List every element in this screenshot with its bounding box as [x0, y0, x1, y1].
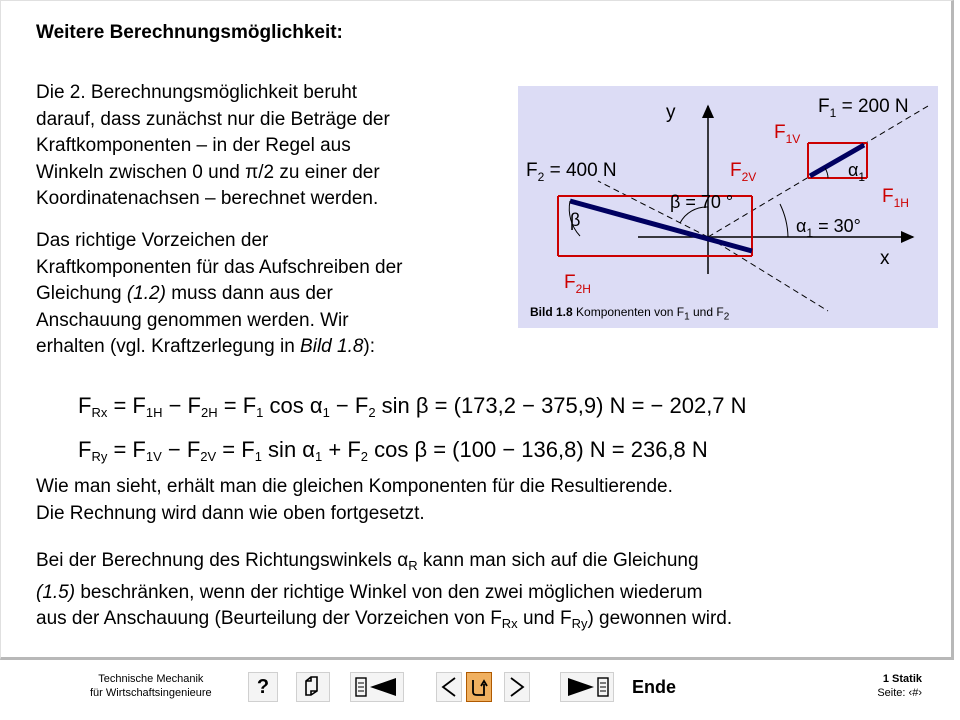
first-page-button[interactable] [350, 672, 404, 702]
label-f2: $F_2 = 400$ N [526, 160, 617, 184]
paragraph-4 [36, 548, 916, 638]
p2-line-4: Anschauung genommen werden. Wir [36, 309, 349, 331]
alpha-sub-r: R [408, 558, 418, 573]
label-f2v: $F_{2V}$ [730, 160, 757, 184]
p4-line-2-b: beschränken, wenn der richtige Winkel von den zwei möglichen wiederum [75, 581, 703, 603]
previous-page-button[interactable] [436, 672, 462, 702]
p3-line-2: Die Rechnung wird dann wie oben fortgesetzt. [36, 502, 425, 524]
p2-line-5 [36, 334, 506, 361]
label-beta-left: β [570, 210, 581, 230]
p2-line-2: Kraftkomponenten für das Aufschreiben der [36, 256, 403, 278]
notes-icon [301, 675, 325, 699]
eq1-t4: cos α [263, 393, 323, 418]
eq2-t5-sub: 2 [360, 449, 368, 464]
footer-page-label: Seite: [877, 687, 906, 699]
label-f1v: $F_{1V}$ [774, 122, 801, 146]
eq2-t4-sub: 1 [315, 449, 323, 464]
caption-sub-2: 2 [723, 311, 730, 323]
p4-line-3 [36, 606, 916, 638]
p2-line-3-a: Gleichung [36, 283, 127, 304]
eq2-t1-sub: 1V [145, 449, 162, 464]
label-f2h: $F_{2H}$ [564, 272, 591, 296]
equations [78, 384, 747, 472]
eq2-t2: − F [161, 437, 201, 462]
eq1-t3: = F [217, 393, 257, 418]
p4-line-1-d: kann man sich auf die Gleichung [417, 550, 699, 571]
label-beta-eq: β = 70 ° [670, 192, 734, 212]
footer-course-title [90, 672, 212, 700]
p4-line-3-a: aus der Anschauung (Beurteilung der Vorzeichen von F [36, 608, 502, 629]
equation-ref-1-2: (1.2) [126, 283, 166, 304]
return-button[interactable] [466, 672, 492, 702]
eq1-t4-sub: 1 [322, 405, 330, 420]
label-y: y [666, 102, 676, 123]
p2-line-5-c: ): [363, 336, 376, 357]
equation-ref-1-5: (1.5) [36, 581, 76, 603]
label-f1: $F_1 = 200$ N [818, 96, 909, 120]
footer-title-line-2: für Wirtschaftsingenieure [90, 687, 212, 699]
label-x: x [880, 248, 890, 269]
label-alpha1-small: $\alpha_1$ [848, 160, 866, 184]
p1-line-1: Die 2. Berechnungsmöglichkeit beruht [36, 82, 358, 103]
eq2-t4: sin α [261, 437, 316, 462]
eq2-lhs: F [78, 437, 92, 462]
p1-line-3: Kraftkomponenten – in der Regel aus [36, 135, 351, 156]
figure-caption [530, 305, 729, 322]
next-page-button[interactable] [504, 672, 530, 702]
eq2-lhs-sub: Ry [91, 449, 108, 464]
eq1-t5: − F [329, 393, 369, 418]
paragraph-1 [36, 80, 486, 213]
force-diagram [518, 86, 938, 328]
caption-text: Komponenten von F [572, 305, 685, 319]
return-icon [469, 676, 489, 698]
p1-line-5: Koordinatenachsen – berechnet werden. [36, 188, 379, 209]
last-page-button[interactable] [560, 672, 614, 702]
help-button[interactable]: ? [248, 672, 278, 702]
slide-heading: Weitere Berechnungsmöglichkeit: [36, 22, 343, 43]
eq2-t1: = F [107, 437, 146, 462]
notes-button[interactable] [296, 672, 330, 702]
footer-chapter-info [877, 672, 922, 700]
eq2-t3-sub: 1 [254, 449, 262, 464]
end-button[interactable]: Ende [614, 672, 694, 702]
p2-line-3-c: muss dann aus der [165, 283, 333, 304]
eq2-t2-sub: 2V [200, 449, 217, 464]
footer-bar [0, 662, 960, 720]
eq1-lhs: F [78, 393, 92, 418]
p1-line-4-c: /2 zu einer der [258, 161, 380, 183]
eq2-t6: cos β = (100 − 136,8) N = 236,8 N [368, 437, 708, 462]
alpha1-arc [780, 204, 788, 237]
p4-line-1-a: Bei der Berechnung des Richtungswinkels [36, 550, 398, 571]
eq1-t1: = F [107, 393, 146, 418]
previous-page-icon [440, 676, 458, 698]
alpha-symbol: α [397, 550, 409, 571]
p4-line-3-e: ) gewonnen wird. [587, 608, 733, 629]
p1-line-4-a: Winkeln zwischen 0 und [36, 161, 246, 183]
eq1-lhs-sub: Rx [91, 405, 108, 420]
p4-line-2 [36, 580, 916, 607]
eq1-t5-sub: 2 [368, 405, 376, 420]
p2-line-5-a: erhalten (vgl. Kraftzerlegung in [36, 336, 301, 357]
p4-sub-ry: Ry [571, 616, 588, 631]
eq1-t1-sub: 1H [145, 405, 163, 420]
force-diagram-svg [518, 86, 938, 328]
p4-line-1 [36, 548, 916, 580]
caption-figure-number: Bild 1.8 [530, 305, 573, 319]
paragraph-3 [36, 474, 896, 527]
next-page-icon [508, 676, 526, 698]
eq1-t2: − F [162, 393, 201, 418]
f1-extension-line [708, 237, 828, 311]
alpha1-arc-small [825, 168, 828, 178]
last-page-icon [564, 675, 610, 699]
eq2-t3: = F [216, 437, 255, 462]
p4-sub-rx: Rx [501, 616, 518, 631]
footer-title-line-1: Technische Mechanik [98, 673, 204, 685]
label-alpha1-eq: $\alpha_1 = 30^\circ$ [796, 216, 861, 240]
p4-line-3-c: und F [517, 608, 572, 629]
p2-line-3 [36, 281, 506, 308]
caption-sub-1: 1 [684, 311, 690, 323]
p1-line-2: darauf, dass zunächst nur die Beträge der [36, 108, 390, 130]
first-page-icon [354, 675, 400, 699]
figure-ref-1-8: Bild 1.8 [300, 336, 364, 357]
label-f1h: $F_{1H}$ [882, 186, 909, 210]
p1-line-4 [36, 160, 486, 187]
p2-line-1: Das richtige Vorzeichen der [36, 230, 269, 251]
footer-page-number: ‹#› [908, 687, 922, 699]
eq1-t3-sub: 1 [256, 405, 264, 420]
paragraph-2 [36, 228, 506, 361]
eq1-t6: sin β = (173,2 − 375,9) N = − 202,7 N [375, 393, 747, 418]
footer-page [877, 686, 922, 700]
p3-line-1: Wie man sieht, erhält man die gleichen Komponenten für die Resultierende. [36, 476, 673, 497]
caption-and: und F [689, 305, 724, 319]
pi-symbol: π [245, 161, 259, 183]
eq1-t2-sub: 2H [201, 405, 218, 420]
equation-frx [78, 384, 747, 428]
eq2-t5: + F [322, 437, 361, 462]
equation-fry [78, 428, 747, 472]
footer-chapter: 1 Statik [882, 673, 922, 685]
